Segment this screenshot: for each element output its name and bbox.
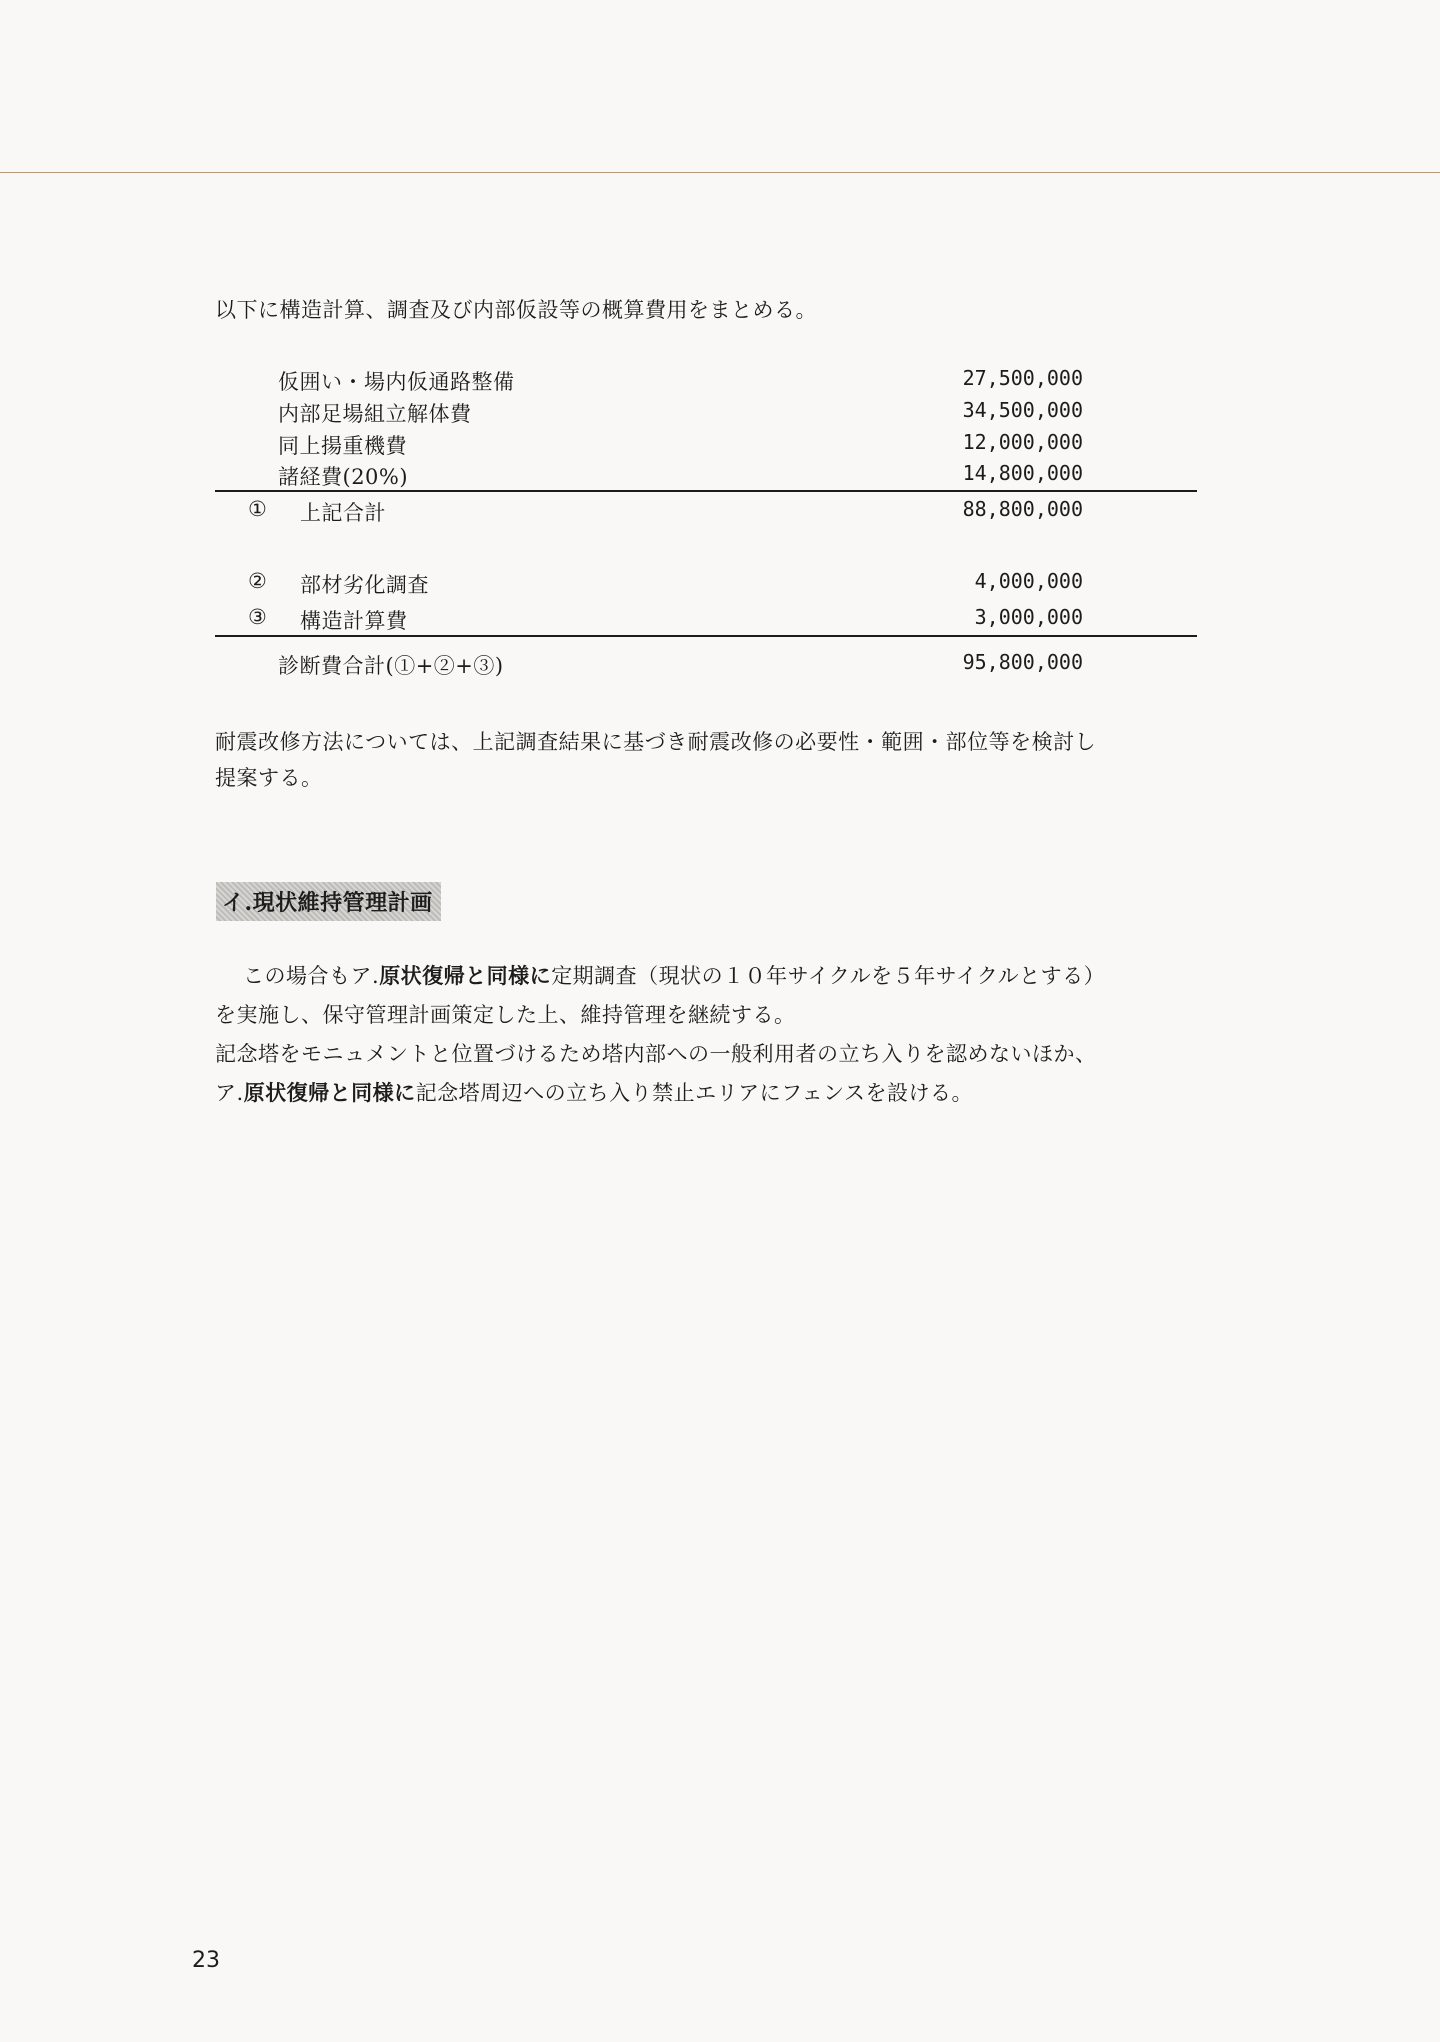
survey-amount: 4,000,000	[974, 569, 1083, 593]
body-line	[243, 960, 1105, 990]
cost-amount: 12,000,000	[962, 430, 1083, 454]
cost-row	[0, 398, 1440, 428]
cost-row	[0, 430, 1440, 460]
survey-label: 部材劣化調査	[300, 573, 429, 597]
seismic-note-line: 提案する。	[215, 766, 323, 790]
page-number: 23	[192, 1948, 220, 1973]
survey-row	[0, 569, 1440, 599]
cost-label: 諸経費(20%)	[278, 465, 409, 489]
body-emphasis: 原状復帰と同様に	[243, 1080, 416, 1105]
body-line: を実施し、保守管理計画策定した上、維持管理を継続する。	[215, 1003, 796, 1027]
section-heading: イ.現状維持管理計画	[216, 882, 441, 921]
seismic-note-line: 耐震改修方法については、上記調査結果に基づき耐震改修の必要性・範囲・部位等を検討し	[215, 730, 1097, 754]
cost-label: 仮囲い・場内仮通路整備	[278, 370, 515, 394]
body-text: この場合もア.	[243, 964, 380, 988]
body-text: 定期調査（現状の１０年サイクルを５年サイクルとする）	[551, 964, 1106, 988]
subtotal-row	[0, 497, 1440, 527]
total-rule	[215, 635, 1197, 637]
seismic-note	[215, 724, 1096, 796]
survey-label: 構造計算費	[300, 609, 408, 633]
cost-amount: 27,500,000	[962, 366, 1083, 390]
intro-text: 以下に構造計算、調査及び内部仮設等の概算費用をまとめる。	[215, 298, 817, 322]
total-label: 診断費合計(①+②+③)	[278, 654, 504, 678]
survey-marker: ②	[248, 569, 267, 593]
survey-amount: 3,000,000	[974, 605, 1083, 629]
cost-label: 内部足場組立解体費	[278, 402, 472, 426]
body-line: 記念塔をモニュメントと位置づけるため塔内部への一般利用者の立ち入りを認めないほか、	[215, 1042, 1097, 1066]
cost-row	[0, 461, 1440, 491]
body-text: 記念塔周辺への立ち入り禁止エリアにフェンスを設ける。	[415, 1081, 974, 1105]
cost-amount: 34,500,000	[962, 398, 1083, 422]
subtotal-rule	[215, 490, 1197, 492]
cost-label: 同上揚重機費	[278, 434, 407, 458]
body-text: ア.	[215, 1081, 244, 1105]
survey-row	[0, 605, 1440, 635]
cost-amount: 14,800,000	[962, 461, 1083, 485]
total-amount: 95,800,000	[962, 650, 1083, 674]
survey-marker: ③	[248, 605, 267, 629]
subtotal-amount: 88,800,000	[962, 497, 1083, 521]
body-line	[215, 1077, 973, 1107]
header-rule	[0, 172, 1440, 173]
cost-row	[0, 366, 1440, 396]
subtotal-label: 上記合計	[300, 501, 386, 525]
total-row	[0, 650, 1440, 680]
subtotal-marker: ①	[248, 497, 267, 521]
body-emphasis: 原状復帰と同様に	[379, 963, 552, 988]
